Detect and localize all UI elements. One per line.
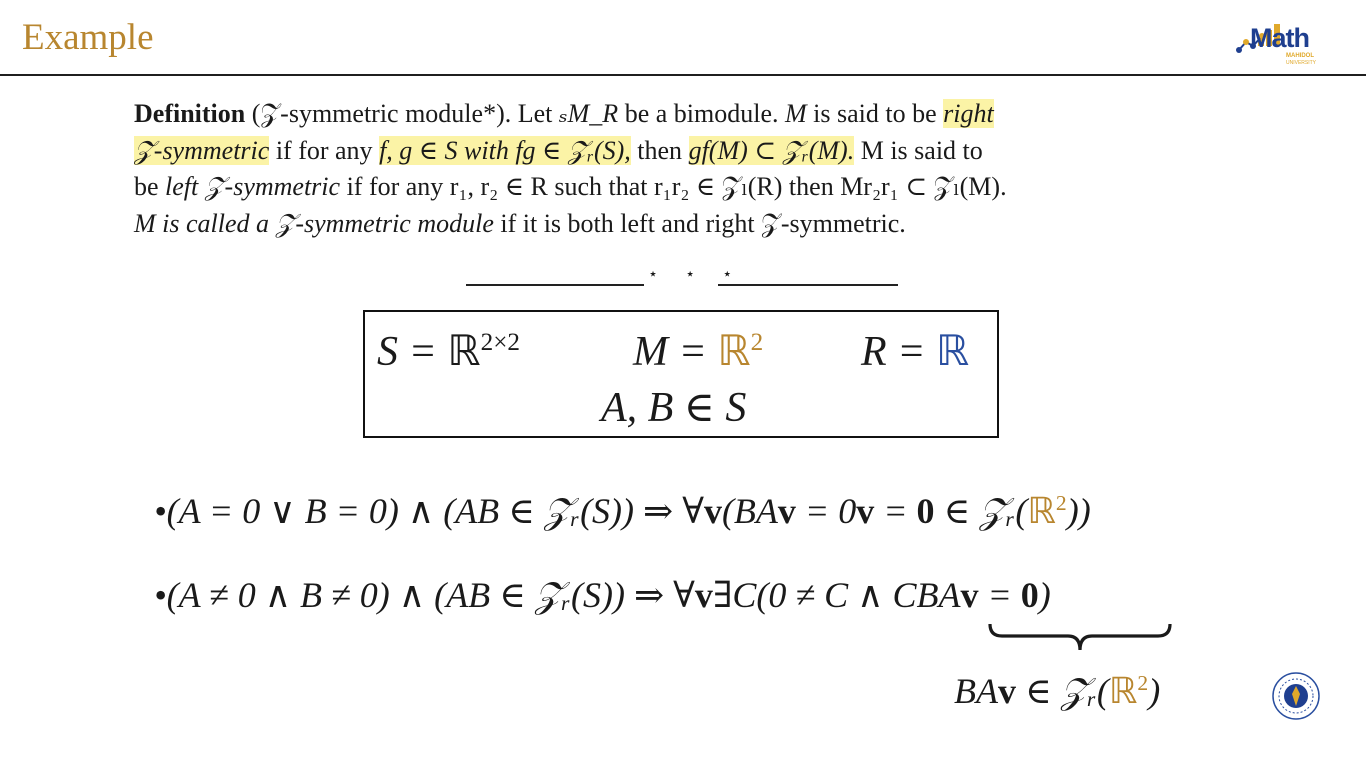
zsymmetric-module-term: 𝒵-symmetric module	[275, 208, 494, 238]
bimodule-symbol: ₛM_R	[558, 99, 619, 128]
formula-fragment: ∈ 𝒵ᵣ(	[1015, 671, 1109, 711]
slide-header	[0, 0, 1366, 76]
university-seal-icon	[1272, 672, 1320, 720]
text-fragment: is said to be	[806, 99, 944, 128]
highlight-right: right	[943, 99, 994, 128]
vector-v: v	[694, 575, 713, 615]
separator-line-left	[466, 284, 644, 286]
definition-line-1	[134, 96, 1234, 133]
definition-line-3	[134, 169, 1234, 206]
definition-line-2	[134, 133, 1234, 170]
text-fragment: then	[630, 135, 689, 165]
formula-fragment: = 0	[795, 491, 857, 531]
star-separator	[466, 264, 898, 286]
box-s-set: ℝ	[447, 326, 481, 375]
formula-fragment: ))	[1066, 491, 1091, 531]
formula-fragment: ∃C(0 ≠ C ∧ CBA	[712, 575, 961, 615]
text-fragment: if it is both left and right 𝒵-symmetric.	[493, 208, 906, 238]
math-mahidol-logo	[1236, 18, 1322, 70]
box-s-eq: S =	[377, 329, 448, 375]
zero-vector: 0	[916, 491, 935, 531]
logo-subtitle-1: MAHIDOL	[1286, 53, 1314, 59]
zero-vector: 0	[1020, 575, 1039, 615]
separator-stars: ⋆ ⋆ ⋆	[648, 264, 744, 283]
formula-fragment: )	[1148, 671, 1161, 711]
separator-line-right	[718, 284, 898, 286]
real-plane-symbol: ℝ	[1027, 491, 1056, 532]
definition-block	[134, 96, 1234, 242]
left-zsymmetric-term: left 𝒵-symmetric	[165, 172, 341, 201]
formula-fragment: •(A = 0 ∨ B = 0) ∧ (AB ∈ 𝒵ᵣ(S)) ⇒ ∀	[154, 491, 704, 531]
vector-v: v	[997, 671, 1016, 711]
text-fragment: M is called a	[134, 208, 276, 238]
text-fragment: if for any r₁, r₂ ∈ R such that r₁r₂ ∈ 𝒵ₗ(R) then Mr₂r₁ ⊂ 𝒵ₗ(M).	[340, 172, 1007, 201]
text-fragment: M is said to	[854, 135, 983, 165]
formula-fragment: =	[874, 491, 917, 531]
text-fragment: be	[134, 172, 166, 201]
box-s-def	[377, 326, 520, 376]
formula-sup: 2	[1137, 671, 1149, 695]
box-m-eq: M =	[633, 329, 718, 375]
text-fragment: Let	[517, 99, 559, 128]
vector-v: v	[777, 491, 796, 531]
text-fragment: be a bimodule.	[618, 99, 785, 128]
box-ab-def: A, B ∈ S	[601, 385, 747, 431]
logo-subtitle-2: UNIVERSITY	[1286, 60, 1317, 66]
box-m-set: ℝ	[717, 326, 751, 375]
bullet-2	[154, 574, 1051, 617]
formula-fragment: •(A ≠ 0 ∧ B ≠ 0) ∧ (AB ∈ 𝒵ᵣ(S)) ⇒ ∀	[154, 575, 695, 615]
formula-fragment: )	[1038, 575, 1051, 615]
vector-v: v	[856, 491, 875, 531]
logo-wordmark: Math	[1250, 23, 1309, 53]
highlight-zsymmetric: 𝒵-symmetric	[134, 135, 270, 165]
real-plane-symbol: ℝ	[1108, 671, 1138, 712]
box-r-def	[861, 326, 969, 376]
formula-fragment: BA	[954, 671, 998, 711]
setup-box	[363, 310, 999, 438]
underbrace-label	[954, 670, 1160, 713]
box-m-sup: 2	[750, 329, 764, 356]
box-r-set: ℝ	[936, 326, 970, 375]
box-r-eq: R =	[861, 329, 936, 375]
underbrace	[988, 622, 1172, 654]
box-m-def	[633, 326, 763, 376]
header-rule	[0, 74, 1366, 76]
formula-fragment: (BA	[721, 491, 778, 531]
highlight-condition: f, g ∈ S with fg ∈ 𝒵ᵣ(S),	[379, 135, 631, 165]
definition-line-4	[134, 206, 1234, 243]
vector-v: v	[703, 491, 722, 531]
definition-paren: (𝒵-symmetric module*).	[251, 99, 512, 128]
formula-fragment: ∈ 𝒵ᵣ(	[934, 491, 1028, 531]
box-s-sup: 2×2	[480, 329, 521, 356]
bullet-1	[154, 490, 1091, 533]
module-symbol: M	[785, 99, 807, 128]
definition-lead: Definition	[134, 99, 246, 128]
formula-fragment: =	[978, 575, 1021, 615]
vector-v: v	[960, 575, 979, 615]
highlight-conclusion: gf(M) ⊂ 𝒵ᵣ(M).	[688, 135, 855, 165]
slide-title: Example	[22, 17, 154, 58]
formula-sup: 2	[1055, 491, 1067, 515]
text-fragment: if for any	[269, 135, 380, 165]
